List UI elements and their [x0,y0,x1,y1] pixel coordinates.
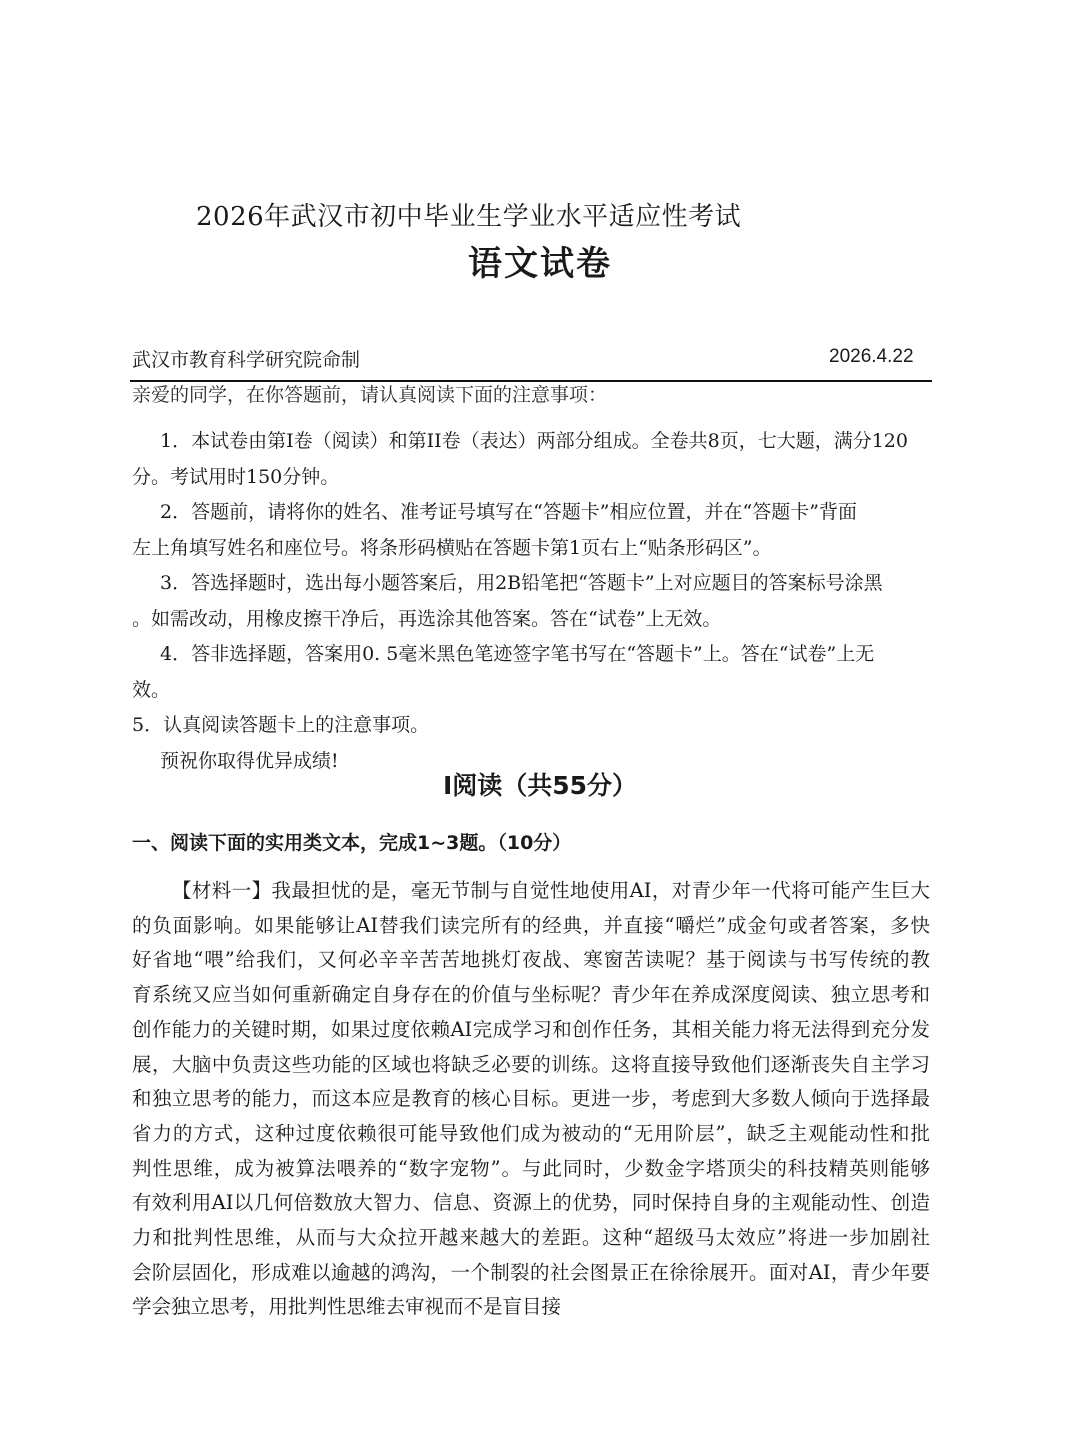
header-divider [130,380,932,382]
question-heading: 一、阅读下面的实用类文本，完成1~3题。（10分） [132,832,572,854]
passage-line: 好省地“喂”给我们，又何必辛辛苦苦地挑灯夜战、寒窗苦读呢？基于阅读与书写传统的教 [132,948,930,972]
notice-item-1-line-1: 1．本试卷由第I卷（阅读）和第II卷（表达）两部分组成。全卷共8页，七大题，满分120 [160,430,908,452]
passage-line: 展，大脑中负责这些功能的区域也将缺乏必要的训练。这将直接导致他们逐渐丧失自主学习 [132,1052,930,1076]
issuer-text: 武汉市教育科学研究院命制 [132,349,361,371]
passage-line: 会阶层固化，形成难以逾越的鸿沟，一个制裂的社会图景正在徐徐展开。面对AI，青少年要 [132,1260,930,1284]
notice-item-3-line-1: 3．答选择题时，选出每小题答案后，用2B铅笔把“答题卡”上对应题目的答案标号涂黑 [160,572,883,594]
notice-wish: 预祝你取得优异成绩! [160,749,339,772]
passage-line: 的负面影响。如果能够让AI替我们读完所有的经典，并直接“嚼烂”成金句或者答案，多快 [132,913,930,937]
passage-line: 判性思维，成为被算法喂养的“数字宠物”。与此同时，少数金字塔顶尖的科技精英则能够 [132,1156,930,1180]
notice-item-4-line-1: 4．答非选择题，答案用0. 5毫米黑色笔迹签字笔书写在“答题卡”上。答在“试卷”上无 [160,643,875,665]
passage-line: 省力的方式，这种过度依赖很可能导致他们成为被动的“无用阶层”，缺乏主观能动性和批 [132,1121,930,1145]
exam-date: 2026.4.22 [829,346,914,367]
passage-line: 【材料一】我最担忧的是，毫无节制与自觉性地使用AI，对青少年一代将可能产生巨大 [172,879,930,902]
exam-title: 2026年武汉市初中毕业生学业水平适应性考试 [196,202,742,232]
passage-line: 力和批判性思维，从而与大众拉开越来越大的差距。这种“超级马太效应”将进一步加剧社 [132,1226,930,1250]
reading-passage [132,874,930,1325]
greeting-text: 亲爱的同学，在你答题前，请认真阅读下面的注意事项： [132,384,608,406]
section-heading: I阅读（共55分） [442,771,638,800]
notice-item-2-line-1: 2．答题前，请将你的姓名、准考证号填写在“答题卡”相应位置，并在“答题卡”背面 [160,501,857,523]
subject-title: 语文试卷 [468,244,612,284]
passage-line: 有效利用AI以几何倍数放大智力、信息、资源上的优势，同时保持自身的主观能动性、创造 [132,1191,930,1215]
notice-item-3-line-2: 。如需改动，用橡皮擦干净后，再选涂其他答案。答在“试卷”上无效。 [132,607,722,630]
notice-item-1-line-2: 分。考试用时150分钟。 [132,465,340,488]
passage-line: 创作能力的关键时期，如果过度依赖AI完成学习和创作任务，其相关能力将无法得到充分发 [132,1017,930,1041]
notice-item-2-line-2: 左上角填写姓名和座位号。将条形码横贴在答题卡第1页右上“贴条形码区”。 [132,536,772,559]
passage-line: 和独立思考的能力，而这本应是教育的核心目标。更进一步，考虑到大多数人倾向于选择最 [132,1087,930,1111]
notice-list [132,424,932,779]
notice-item-5: 5．认真阅读答题卡上的注意事项。 [132,714,430,736]
passage-line: 育系统又应当如何重新确定自身存在的价值与坐标呢？青少年在养成深度阅读、独立思考和 [132,983,930,1007]
passage-line: 学会独立思考，用批判性思维去审视而不是盲目接 [132,1295,562,1319]
notice-item-4-line-2: 效。 [132,678,171,701]
